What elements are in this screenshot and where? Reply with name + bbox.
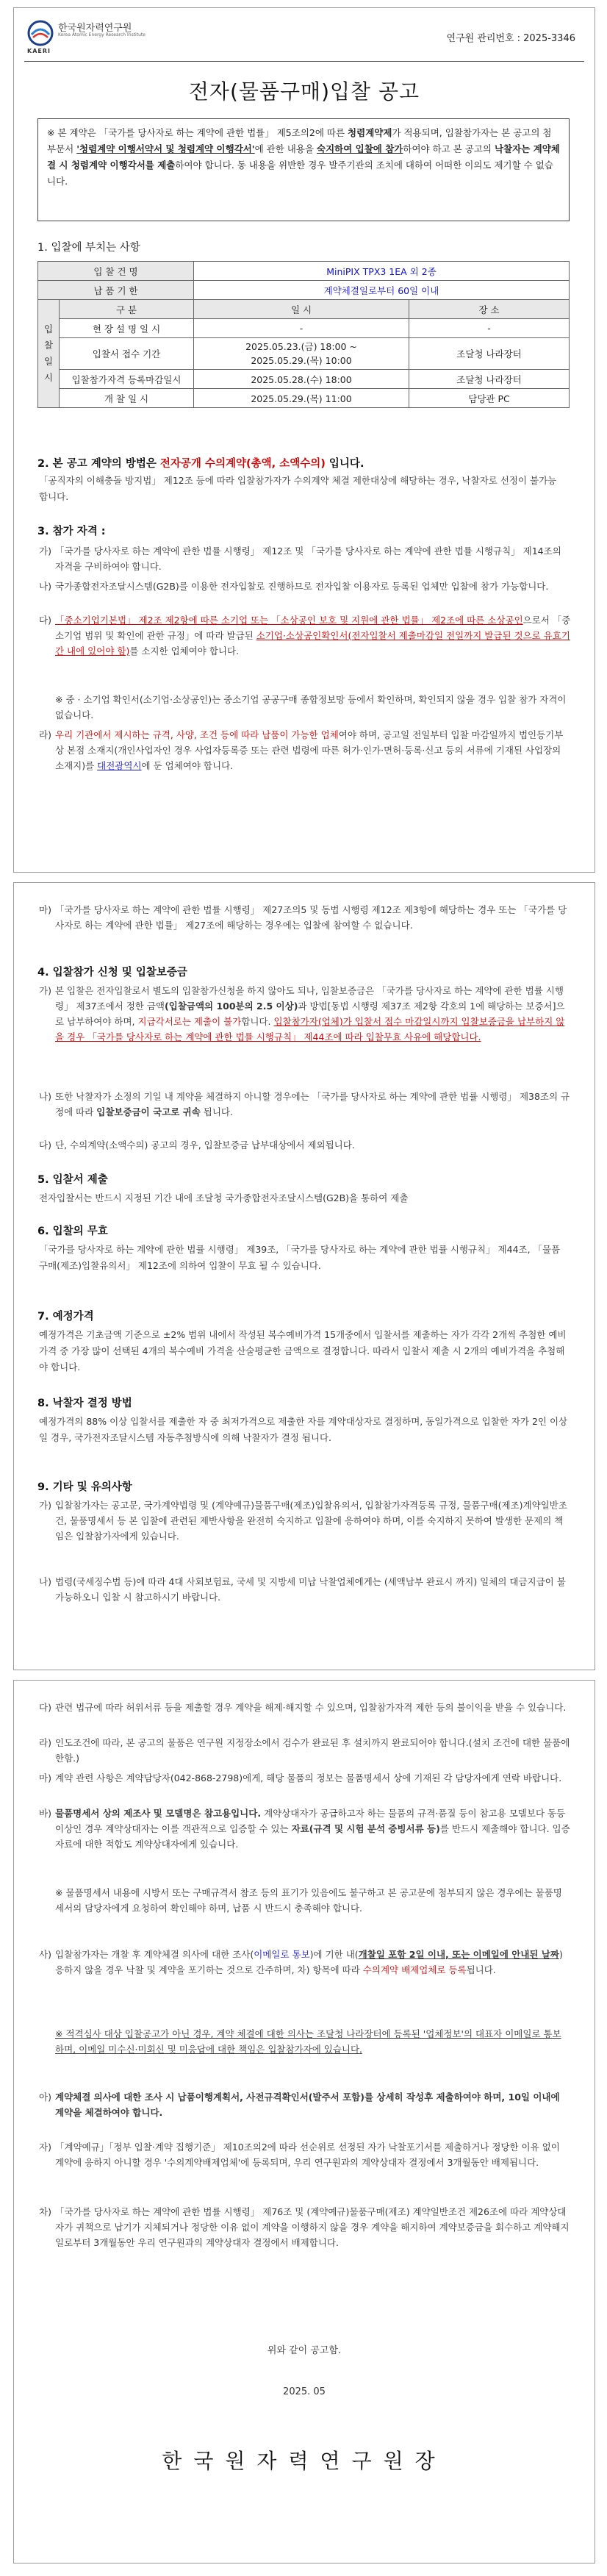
item-text: 합니다. bbox=[241, 1016, 274, 1027]
item-text: 으로서 「중소기업 범위 및 확인에 관한 규정」에 따라 발급된 bbox=[55, 615, 571, 641]
notice-text: 가 적용되며, 입찰참가자는 본 공고의 첨부문서 bbox=[47, 127, 552, 154]
item-text: 를 소지한 업체여야 합니다. bbox=[129, 645, 240, 656]
item-9-ma bbox=[39, 1770, 571, 1786]
section-5-body: 전자입찰서는 반드시 지정된 기간 내에 조달청 국가종합전자조달시스템(G2B)을 통하여 제출 bbox=[39, 1192, 409, 1203]
section-6-body: 「국가를 당사자로 하는 계약에 관한 법률 시행령」 제39조, 「국가를 당사자로 하는 계약에 관한 법률 시행규칙」 제44조, 「물품구매(제조)입찰유의서」 제12조에 의하여 입찰이 무효 될 수 있습니다. bbox=[39, 1244, 561, 1271]
item-text: 국가종합전자조달시스템(G2B)를 이용한 전자입찰로 진행하므로 전자입찰 이용자로 등록된 업체만 입찰에 참가 가능합니다. bbox=[55, 581, 549, 592]
section-8-body: 예정가격의 88% 이상 입찰서를 제출한 자 중 최저가격으로 제출한 자를 계약대상자로 결정하며, 동일가격으로 입찰한 자가 2인 이상일 경우, 국가전자조달시스템 자동추첨방식에 의해 낙찰자가 결정 됩니다. bbox=[39, 1416, 568, 1443]
section-5-heading: 5. 입찰서 제출 bbox=[37, 1174, 108, 1186]
notice-text: 숙지하여 입찰에 참가 bbox=[317, 143, 403, 154]
item-label: 가) bbox=[39, 985, 51, 996]
notice-text: ※ 본 계약은 「국가를 당사자로 하는 계약에 관한 법률」 제5조의2에 따른 bbox=[47, 127, 348, 138]
item-text: 입찰참가자(업체)가 입찰서 접수 마감일시까지 입찰보증금을 납부하지 않을 경우 「국가를 당사자로 하는 계약에 관한 법률 시행규칙」 제44조에 따라 입찰무효 사유에 해당합니다. bbox=[55, 1016, 565, 1042]
section-4-heading: 4. 입찰참가 신청 및 입찰보증금 bbox=[37, 967, 187, 978]
item-label: 가) bbox=[39, 1500, 51, 1511]
notice-text: 낙찰자는 계약체결 시 청렴계약 이행각서를 제출 bbox=[47, 143, 560, 171]
item-text: 됩니다. bbox=[200, 1106, 233, 1117]
doc-number: 연구원 관리번호 : 2025-3346 bbox=[446, 33, 575, 44]
item-9-ja bbox=[39, 2139, 571, 2170]
column-header: 구 분 bbox=[60, 300, 194, 319]
section-6-heading: 6. 입찰의 무효 bbox=[37, 1226, 108, 1237]
integrity-notice-box bbox=[37, 118, 570, 221]
item-label: 다) bbox=[39, 615, 51, 626]
item-3-ma bbox=[39, 902, 571, 933]
table-cell: 조달청 나라장터 bbox=[409, 338, 570, 370]
column-header: 장 소 bbox=[409, 300, 570, 319]
item-label: 나) bbox=[39, 581, 51, 592]
table-cell: - bbox=[194, 319, 409, 338]
table-label: 납 품 기 한 bbox=[38, 281, 194, 300]
item-text: 단, 수의계약(소액수의) 공고의 경우, 입찰보증금 납부대상에서 제외됩니다. bbox=[55, 1139, 355, 1151]
table-cell: 현 장 설 명 일 시 bbox=[60, 319, 194, 338]
item-9-sa bbox=[39, 1947, 571, 1978]
item-text: 과 방법[동법 시행령 제37조 제2항 각호의 1에 해당하는 보증서]으로 납부하여야 하며, bbox=[55, 1001, 565, 1027]
item-text: 여야 하며, 공고일 전일부터 입찰 마감일까지 법인등기부상 본점 소재지(개인사업자인 경우 사업자등록증 또는 관련 법령에 따른 허가·인가·면허·등록·신고 등의 서류에 기재된 사업장의 소재지)를 bbox=[55, 729, 564, 771]
table-cell: 2025.05.28.(수) 18:00 bbox=[194, 370, 409, 389]
item-label: 사) bbox=[39, 1949, 51, 1960]
heading-text: 전자공개 수의계약(총액, 소액수의) bbox=[159, 458, 326, 470]
item-text: 법령(국세징수법 등)에 따라 4대 사회보험료, 국세 및 지방세 미납 낙찰업체에게는 (세액납부 완료시 까지) 일체의 대금지급이 불가능하오니 입찰 시 참고하시기 바랍니다. bbox=[55, 1576, 566, 1603]
item-text: 됩니다. bbox=[466, 1964, 496, 1975]
item-text: 지급각서로는 제출이 불가 bbox=[137, 1016, 242, 1027]
item-text: 를 반드시 제출해야 합니다. 입증자료에 대한 적합도 계약상대자에게 있습니다. bbox=[55, 1823, 570, 1850]
item-label: 다) bbox=[39, 1702, 51, 1713]
item-label: 나) bbox=[39, 1576, 51, 1587]
header-divider bbox=[24, 61, 584, 62]
item-9-a bbox=[39, 2089, 571, 2120]
table-cell: 입찰참가자격 등록마감일시 bbox=[60, 370, 194, 389]
item-text: 「중소기업기본법」 제2조 제2항에 따른 소기업 또는 「소상공인 보호 및 지원에 관한 법률」 제2조에 따른 소상공인 bbox=[55, 615, 523, 626]
item-text: 계약 관련 사항은 계약담당자(042-868-2798)에게, 해당 물품의 정보는 물품명세서 상에 기재된 각 담당자에게 연락 바랍니다. bbox=[55, 1772, 562, 1783]
item-text: 개찰일 포함 2일 이내, 또는 이메일에 안내된 날짜 bbox=[358, 1949, 560, 1960]
table-cell bbox=[194, 338, 409, 370]
item-text: 물품명세서 상의 제조사 및 모델명은 참고용입니다. bbox=[55, 1808, 262, 1819]
document-title: 전자(물품구매)입찰 공고 bbox=[188, 79, 420, 104]
item-4-na bbox=[39, 1089, 571, 1120]
delivery-deadline: 계약체결일로부터 60일 이내 bbox=[194, 281, 570, 300]
notice-text: '청렴계약 이행서약서 및 청렴계약 이행각서' bbox=[76, 143, 255, 154]
table-label: 입 찰 일 시 bbox=[43, 323, 54, 383]
item-label: 다) bbox=[39, 1139, 51, 1151]
document-page-3 bbox=[13, 1680, 595, 2564]
table-cell: 입찰서 접수 기간 bbox=[60, 338, 194, 370]
heading-text: 입니다. bbox=[325, 458, 364, 470]
item-text: 「국가를 당사자로 하는 계약에 관한 법률 시행령」 제76조 및 (계약예규)물품구매(제조) 계약일반조건 제26조에 따라 계약상대자가 귀책으로 납기가 지체되거나 정당한 이유 없이 계약을 이행하지 않을 경우 계약을 해지하여 계약보증금을 회수하고 계약해지일로부터 3개월동안 우리 연구원과의 계약상대자 결정에서 배제합니다. bbox=[55, 2206, 570, 2248]
item-text: ) 응하지 않을 경우 낙찰 및 계약을 포기하는 것으로 간주하며, 차) 항목에 따라 bbox=[55, 1949, 563, 1975]
item-9-ba bbox=[39, 1806, 571, 1852]
item-label: 마) bbox=[39, 904, 51, 915]
section-9-heading: 9. 기타 및 유의사항 bbox=[37, 1481, 132, 1493]
document-page-2 bbox=[13, 882, 595, 1670]
item-label: 자) bbox=[39, 2142, 51, 2153]
table-cell: 담당관 PC bbox=[409, 389, 570, 408]
item-label: 라) bbox=[39, 1737, 51, 1748]
section-7-heading: 7. 예정가격 bbox=[37, 1311, 94, 1323]
item-4-ga bbox=[39, 983, 571, 1045]
heading-text: 2. 본 공고 계약의 방법은 bbox=[37, 458, 160, 470]
signer-name: 한국원자력연구원장 bbox=[162, 2449, 447, 2473]
item-text: 계약체결 의사에 대한 조사 시 납품이행계획서, 사전규격확인서(발주서 포함)를 상세히 작성후 제출하여야 하며, 10일 이내에 계약을 체결하여야 합니다. bbox=[55, 2092, 560, 2118]
item-text: 또한 낙찰자가 소정의 기일 내 계약을 체결하지 아니할 경우에는 「국가를 당사자로 하는 계약에 관한 법률 시행령」 제38조의 규정에 따라 bbox=[55, 1091, 570, 1117]
item-label: 나) bbox=[39, 1091, 51, 1102]
notice-text: 청렴계약제 bbox=[348, 127, 392, 138]
table-cell: 조달청 나라장터 bbox=[409, 370, 570, 389]
item-3-ra bbox=[39, 727, 571, 773]
item-label: 아) bbox=[39, 2092, 51, 2103]
section-1-heading: 1. 입찰에 부치는 사항 bbox=[37, 242, 140, 254]
item-9-ga bbox=[39, 1498, 571, 1544]
item-text: 입찰보증금이 국고로 귀속 bbox=[96, 1106, 201, 1117]
item-text: 자료(규격 및 시험 분석 증빙서류 등) bbox=[291, 1823, 440, 1834]
item-text: 본 입찰은 전자입찰로서 별도의 입찰참가신청을 하지 않아도 되나, 입찰보증금은 「국가를 당사자로 하는 계약에 관한 법률 시행령」 제37조에서 정한 금액 bbox=[55, 985, 564, 1012]
document-page-1 bbox=[13, 7, 595, 873]
item-text: 에 둔 업체여야 합니다. bbox=[141, 760, 234, 771]
item-text: 관련 법규에 따라 허위서류 등을 제출할 경우 계약을 해제·해지할 수 있으며, 입찰참가자격 제한 등의 불이익을 받을 수 있습니다. bbox=[55, 1702, 567, 1713]
item-label: 차) bbox=[39, 2206, 51, 2217]
item-label: 라) bbox=[39, 729, 51, 740]
closing-statement: 위와 같이 공고함. bbox=[267, 2345, 342, 2356]
item-text: 이메일로 통보 bbox=[254, 1949, 310, 1960]
item-4-da bbox=[39, 1137, 571, 1153]
item-text: 「국가를 당사자로 하는 계약에 관한 법률 시행령」 제12조 및 「국가를 당사자로 하는 계약에 관한 법률 시행규칙」 제14조의 자격을 구비하여야 합니다. bbox=[55, 545, 561, 572]
item-text: 「계약예규」「정부 입찰·계약 집행기준」 제10조의2에 따라 선순위로 선정된 자가 낙찰포기서를 제출하거나 정당한 이유 없이 계약에 응하지 아니할 경우 '수의계약배제업체'에 등록되며, 우리 연구원과의 계약상대자 결정에서 3개월동안 배제됩니다. bbox=[55, 2142, 560, 2168]
kaeri-logo-icon bbox=[27, 20, 54, 46]
item-9-na bbox=[39, 1574, 571, 1605]
item-9-da bbox=[39, 1700, 571, 1715]
item-text: 「국가를 당사자로 하는 계약에 관한 법률 시행령」 제27조의5 및 동법 시행령 제12조 제3항에 해당하는 경우 또는 「국가를 당사자로 하는 계약에 관한 법률」 제27조에 해당하는 경우에는 입찰에 참여할 수 없습니다. bbox=[55, 904, 567, 931]
section-8-heading: 8. 낙찰자 결정 방법 bbox=[37, 1398, 132, 1409]
item-label: 가) bbox=[39, 545, 51, 557]
org-name-en: Korea Atomic Energy Research Institute bbox=[58, 32, 146, 37]
item-9-ra bbox=[39, 1735, 571, 1766]
section-7-body: 예정가격은 기초금액 기준으로 ±2% 범위 내에서 작성된 복수예비가격 15개중에서 입찰서를 제출하는 자가 각각 2개씩 추첨한 예비가격 중 가장 많이 선택된 4개의 복수예비 가격을 산술평균한 금액으로 결정합니다. 따라서 입찰서 제출 시 2개의 예비가격을 추첨해야 합니다. bbox=[39, 1329, 567, 1373]
item-text: 우리 기관에서 제시하는 규격, 사양, 조건 등에 따라 납품이 가능한 업체 bbox=[55, 729, 339, 740]
item-label: 바) bbox=[39, 1808, 51, 1819]
item-text: 인도조건에 따라, 본 공고의 물품은 연구원 지정장소에서 검수가 완료된 후 설치까지 완료되어야 합니다.(설치 조건에 대한 물품에 한함.) bbox=[55, 1737, 570, 1764]
item-text: 수의계약 배제업체로 등록 bbox=[362, 1964, 467, 1975]
item-text: )에 기한 내( bbox=[309, 1949, 359, 1960]
item-text: (입찰금액의 100분의 2.5 이상) bbox=[165, 1001, 298, 1012]
logo-text: KAERI bbox=[27, 48, 51, 54]
item-text: 계약상대자가 공급하고자 하는 물품의 규격·품질 등이 참고용 모델보다 동등 이상인 경우 계약상대자는 이를 객관적으로 입증할 수 있는 bbox=[55, 1808, 566, 1834]
notice-text: 하여야 하고 본 공고의 bbox=[403, 143, 495, 154]
section-2-body: 「공직자의 이해충돌 방지법」 제12조 등에 따라 입찰참가자가 수의계약 체결 제한대상에 해당하는 경우, 낙찰자로 선정이 불가능 합니다. bbox=[39, 475, 557, 502]
schedule-side-label bbox=[38, 300, 60, 408]
item-3-da-note: ※ 중 · 소기업 확인서(소기업·소상공인)는 중소기업 공공구매 종합정보망 등에서 확인하며, 확인되지 않을 경우 입찰 참가 자격이 없습니다. bbox=[55, 694, 567, 720]
notice-text: 에 관한 내용을 bbox=[254, 143, 317, 154]
bid-info-table bbox=[37, 261, 570, 408]
notice-text: 하여야 합니다. 동 내용을 위반한 경우 발주기관의 조치에 대하여 어떠한 이의도 제기할 수 없습니다. bbox=[47, 160, 553, 187]
item-9-sa-note: ※ 적격심사 대상 입찰공고가 아닌 경우, 계약 체결에 대한 의사는 조달청 나라장터에 등록된 '업체정보'의 대표자 이메일로 통보하며, 이메일 미수신·미회신 및 미응답에 대한 책임은 입찰참가자에 있습니다. bbox=[55, 2028, 561, 2055]
table-cell: - bbox=[409, 319, 570, 338]
item-3-na bbox=[39, 579, 571, 594]
item-text: 입찰참가자는 공고문, 국가계약법령 및 (계약예규)물품구매(제조)입찰유의서, 입찰참가자격등록 규정, 물품구매(제조)계약일반조건, 물품명세서 등 본 입찰에 관련된 제반사항을 완전히 숙지하고 입찰에 응하여야 하며, 이를 숙지하지 못하여 발생한 문제의 책임은 입찰참가자에게 있습니다. bbox=[55, 1500, 567, 1542]
bid-item-name: MiniPIX TPX3 1EA 외 2종 bbox=[194, 262, 570, 281]
item-3-da bbox=[39, 612, 571, 659]
column-header: 일 시 bbox=[194, 300, 409, 319]
notice-date: 2025. 05 bbox=[283, 2386, 326, 2397]
org-name: 한국원자력연구원 bbox=[58, 23, 132, 34]
section-3-heading: 3. 참가 자격 : bbox=[37, 526, 106, 537]
item-text: 대전광역시 bbox=[97, 760, 142, 771]
item-text: 소기업·소상공인확인서(전자입찰서 제출마감일 전일까지 발급된 것으로 유효기간 내에 있어야 함) bbox=[55, 630, 570, 656]
section-2-heading bbox=[37, 455, 364, 471]
item-3-ga bbox=[39, 543, 571, 574]
item-text: 입찰참가자는 개찰 후 계약체결 의사에 대한 조사( bbox=[55, 1949, 254, 1960]
item-9-cha bbox=[39, 2204, 571, 2250]
cell-line: 2025.05.23.(금) 18:00 ~ bbox=[245, 341, 357, 352]
item-label: 마) bbox=[39, 1772, 51, 1783]
cell-line: 2025.05.29.(목) 10:00 bbox=[251, 355, 352, 366]
item-9-ba-note: ※ 물품명세서 내용에 시방서 또는 구매규격서 참조 등의 표기가 있음에도 불구하고 본 공고문에 첨부되지 않은 경우에는 물품명세서의 담당자에게 요청하여 확인해야 하며, 납품 시 반드시 충족해야 합니다. bbox=[55, 1887, 562, 1914]
table-label: 입 찰 건 명 bbox=[38, 262, 194, 281]
table-cell: 개 찰 일 시 bbox=[60, 389, 194, 408]
table-cell: 2025.05.29.(목) 11:00 bbox=[194, 389, 409, 408]
